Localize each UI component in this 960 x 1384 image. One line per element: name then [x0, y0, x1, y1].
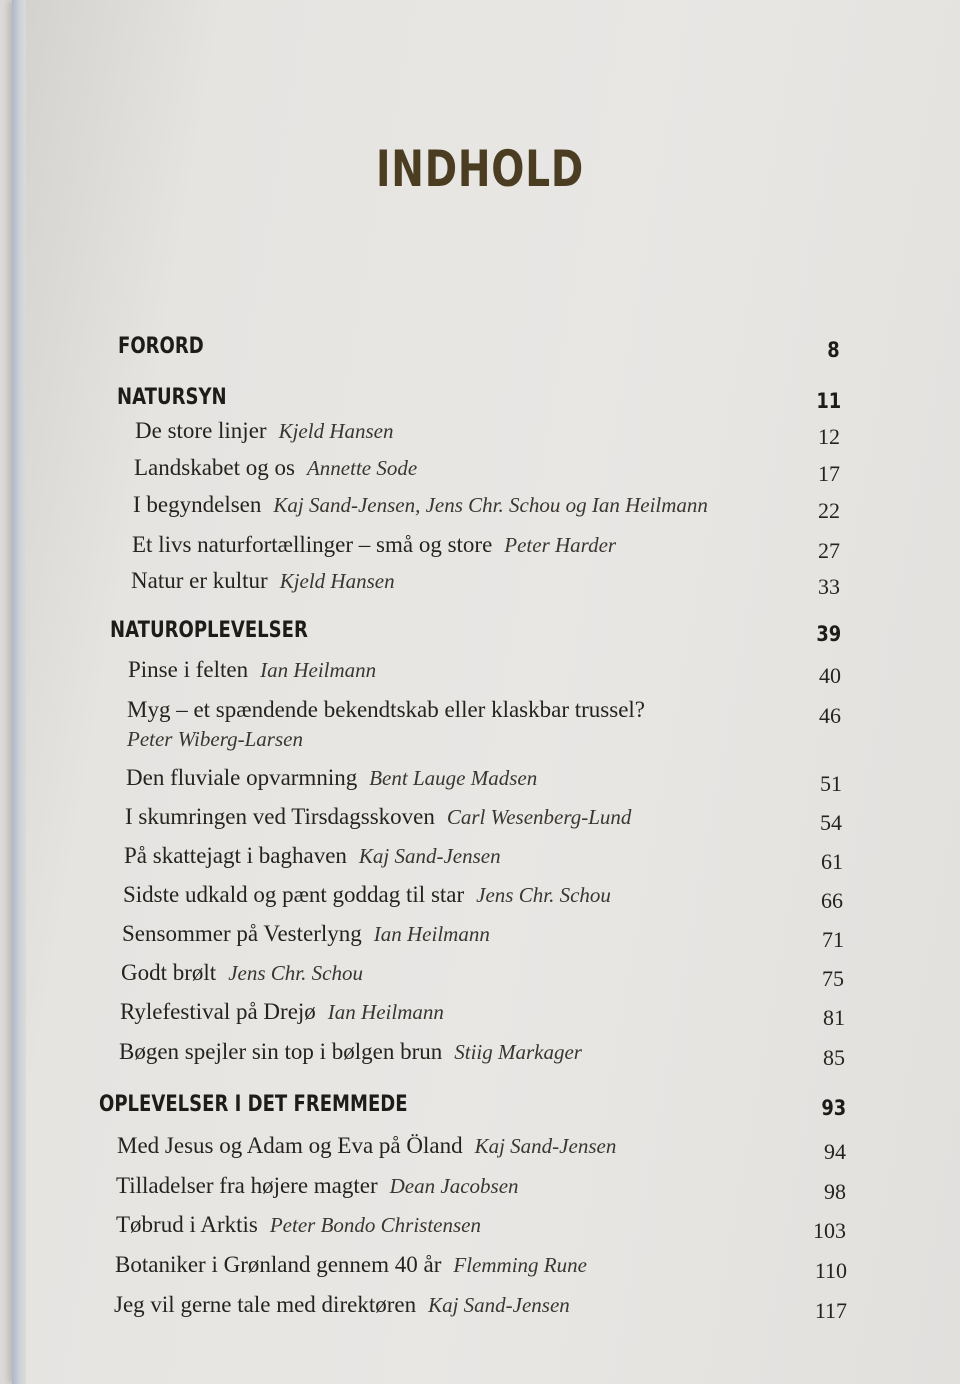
toc-entry	[127, 697, 841, 751]
entry-line	[126, 765, 537, 791]
entry-title: Landskabet og os	[134, 455, 295, 480]
section-heading-row	[110, 618, 841, 652]
entry-title: Rylefestival på Drejø	[120, 999, 316, 1024]
entry-line	[120, 999, 444, 1025]
entry-page-number: 27	[818, 538, 840, 563]
entry-page-number: 12	[818, 424, 840, 449]
toc-entry	[128, 657, 841, 691]
entry-author: Flemming Rune	[453, 1253, 587, 1277]
entry-title: De store linjer	[135, 418, 267, 443]
entry-page-number: 117	[814, 1298, 847, 1323]
section-page-number: 11	[816, 389, 841, 413]
entry-page-number: 71	[822, 927, 844, 952]
toc-entry	[119, 1039, 845, 1073]
entry-title: I skumringen ved Tirsdagsskoven	[125, 804, 435, 829]
entry-page-number: 66	[821, 888, 843, 913]
entry-title: Sidste udkald og pænt goddag til star	[123, 882, 465, 907]
entry-title: I begyndelsen	[133, 492, 262, 517]
entry-page-number: 103	[813, 1218, 846, 1243]
section-heading-row	[99, 1092, 846, 1126]
entry-line	[116, 1173, 519, 1199]
entry-page-number: 22	[818, 498, 840, 523]
entry-line	[114, 1292, 570, 1318]
entry-author: Jens Chr. Schou	[476, 883, 611, 907]
section-title: FORORD	[118, 334, 204, 359]
entry-line	[117, 1133, 616, 1159]
toc-entry	[116, 1173, 846, 1207]
entry-title: Sensommer på Vesterlyng	[122, 921, 362, 946]
toc-entry	[115, 1252, 847, 1286]
entry-author: Peter Wiberg-Larsen	[127, 727, 303, 751]
toc-entry	[123, 882, 843, 916]
entry-page-number: 46	[819, 703, 841, 728]
section-page-number: 93	[821, 1096, 846, 1120]
entry-author: Carl Wesenberg-Lund	[446, 805, 632, 829]
toc-entry	[114, 1292, 847, 1326]
toc-entry	[132, 532, 840, 566]
entry-line	[116, 1212, 481, 1238]
entry-title: Tøbrud i Arktis	[116, 1212, 258, 1237]
entry-title: Myg – et spændende bekendtskab eller klaskbar trussel?	[127, 697, 646, 722]
toc-entry	[124, 843, 843, 877]
entry-author: Peter Harder	[504, 533, 617, 557]
toc-entry	[126, 765, 842, 799]
entry-author: Kjeld Hansen	[278, 419, 394, 443]
entry-page-number: 61	[821, 849, 843, 874]
entry-author: Annette Sode	[306, 456, 418, 480]
entry-author: Ian Heilmann	[327, 1000, 444, 1024]
entry-page-number: 17	[818, 461, 840, 486]
entry-title: Den fluviale opvarmning	[126, 765, 358, 790]
entry-line	[134, 455, 417, 481]
entry-author: Dean Jacobsen	[389, 1174, 519, 1198]
section-heading-row	[117, 385, 841, 419]
toc-entry	[120, 999, 845, 1033]
entry-author: Ian Heilmann	[260, 658, 377, 682]
entry-title: Med Jesus og Adam og Eva på Öland	[117, 1133, 463, 1158]
page-title: INDHOLD	[375, 140, 584, 198]
toc-entry	[135, 418, 840, 452]
toc-entry	[125, 804, 842, 838]
entry-line	[128, 657, 376, 683]
section-page-number: 39	[816, 622, 841, 646]
toc-entry	[117, 1133, 846, 1167]
entry-page-number: 54	[820, 810, 842, 835]
entry-line	[135, 418, 393, 444]
entry-title: Pinse i felten	[128, 657, 249, 682]
entry-line	[115, 1252, 587, 1278]
entry-line	[123, 882, 611, 908]
toc-entry	[116, 1212, 846, 1246]
entry-title: Et livs naturfortællinger – små og store	[132, 532, 493, 557]
entry-line	[124, 843, 501, 869]
entry-title: Godt brølt	[121, 960, 217, 985]
section-heading-row	[118, 334, 840, 368]
entry-author: Kaj Sand-Jensen	[474, 1134, 617, 1158]
entry-author: Kaj Sand-Jensen, Jens Chr. Schou og Ian Heilmann	[273, 493, 708, 517]
toc-entry	[122, 921, 844, 955]
section-title: OPLEVELSER I DET FREMMEDE	[99, 1092, 408, 1117]
section-title: NATUROPLEVELSER	[110, 618, 308, 643]
entry-page-number: 51	[820, 771, 842, 796]
entry-author: Kaj Sand-Jensen	[358, 844, 501, 868]
entry-line	[125, 804, 631, 830]
entry-author: Ian Heilmann	[373, 922, 490, 946]
entry-author: Peter Bondo Christensen	[269, 1213, 481, 1237]
entry-page-number: 75	[822, 966, 844, 991]
entry-page-number: 98	[824, 1179, 846, 1204]
entry-author: Stiig Markager	[454, 1040, 582, 1064]
entry-author: Jens Chr. Schou	[228, 961, 363, 985]
entry-page-number: 85	[823, 1045, 845, 1070]
entry-page-number: 94	[824, 1139, 846, 1164]
entry-page-number: 33	[818, 574, 840, 599]
entry-title: Jeg vil gerne tale med direktøren	[114, 1292, 417, 1317]
entry-line	[122, 921, 490, 947]
entry-author: Kaj Sand-Jensen	[428, 1293, 570, 1317]
entry-title: Tilladelser fra højere magter	[116, 1173, 378, 1198]
entry-page-number: 110	[814, 1258, 847, 1283]
entry-author: Bent Lauge Madsen	[369, 766, 538, 790]
section-title: NATURSYN	[117, 385, 227, 410]
entry-title: Bøgen spejler sin top i bølgen brun	[119, 1039, 443, 1064]
entry-line	[133, 492, 708, 518]
entry-title: På skattejagt i baghaven	[124, 843, 347, 868]
entry-line	[121, 960, 363, 986]
entry-page-number: 81	[823, 1005, 845, 1030]
toc-entry	[134, 455, 840, 489]
entry-title: Natur er kultur	[131, 568, 268, 593]
entry-line	[127, 697, 645, 723]
entry-page-number: 40	[819, 663, 841, 688]
entry-line	[119, 1039, 582, 1065]
section-page-number: 8	[827, 338, 840, 362]
entry-line	[132, 532, 616, 558]
toc-entry	[121, 960, 844, 994]
entry-author: Kjeld Hansen	[279, 569, 395, 593]
entry-line	[131, 568, 395, 594]
entry-title: Botaniker i Grønland gennem 40 år	[115, 1252, 442, 1277]
toc-entry	[131, 568, 840, 602]
toc-entry	[133, 492, 840, 526]
